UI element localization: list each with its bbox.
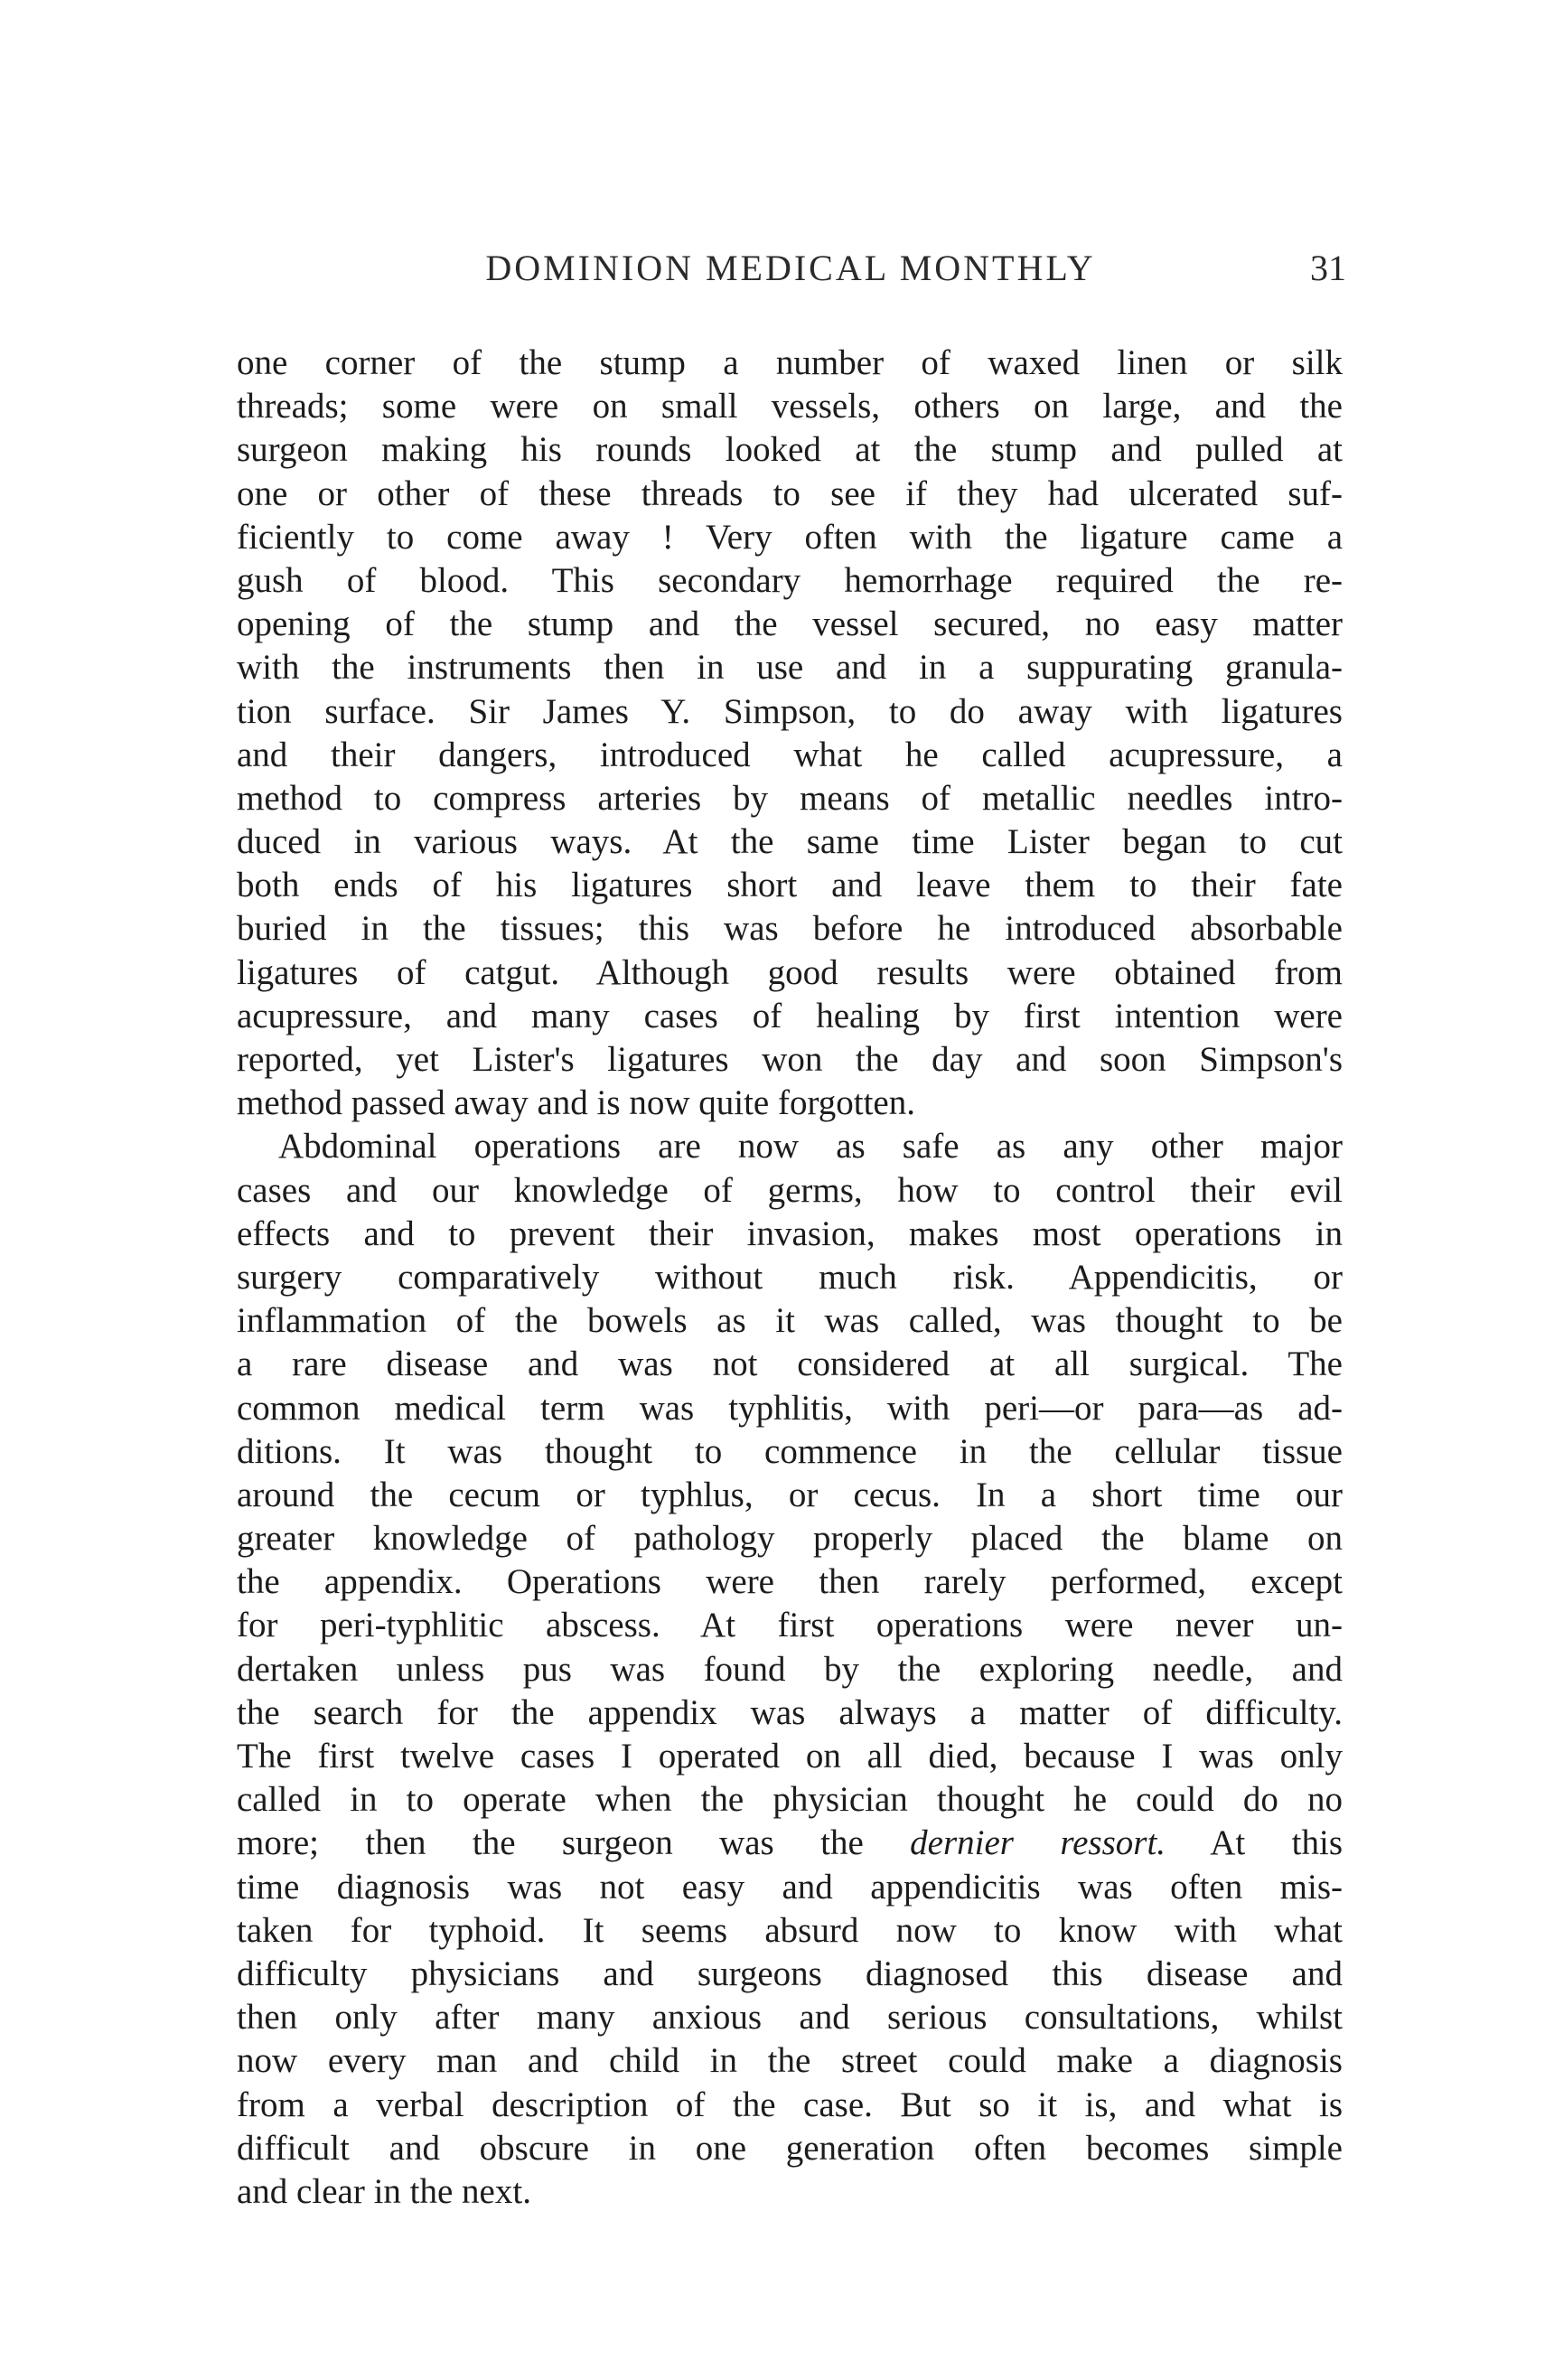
text-line: dertaken unless pus was found by the exploring needle, and — [237, 1649, 1343, 1689]
text-line: from a verbal description of the case. But so it is, and what is — [237, 2085, 1343, 2124]
text-line: the search for the appendix was always a matter of difficulty. — [237, 1692, 1343, 1732]
text-line: duced in various ways. At the same time Lister began to cut — [237, 822, 1343, 862]
text-line: for peri-typhlitic abscess. At first operations were never un- — [237, 1606, 1343, 1645]
running-head — [235, 246, 1346, 291]
text-line: one or other of these threads to see if they had ulcerated suf- — [237, 473, 1343, 513]
text-line-mixed — [237, 1822, 1343, 1865]
text-line: taken for typhoid. It seems absurd now to know with what — [237, 1910, 1343, 1950]
text-line: with the instruments then in use and in a suppurating granula- — [237, 648, 1343, 688]
text-line: cases and our knowledge of germs, how to control their evil — [237, 1170, 1343, 1210]
text-line: common medical term was typhlitis, with peri—or para—as ad- — [237, 1388, 1343, 1428]
text-line: both ends of his ligatures short and leave them to their fate — [237, 866, 1343, 905]
text-line: now every man and child in the street could make a diagnosis — [237, 2041, 1343, 2081]
text-line: difficulty physicians and surgeons diagnosed this disease and — [237, 1954, 1343, 1993]
body-text — [237, 342, 1343, 2214]
text-line: gush of blood. This secondary hemorrhage required the re- — [237, 560, 1343, 600]
text-line: called in to operate when the physician thought he could do no — [237, 1780, 1343, 1820]
text-line: The first twelve cases I operated on all died, because I was only — [237, 1737, 1343, 1776]
text-line: threads; some were on small vessels, others on large, and the — [237, 387, 1343, 426]
text-line: ligatures of catgut. Although good results were obtained from — [237, 952, 1343, 992]
text-line: buried in the tissues; this was before he introduced absorbable — [237, 909, 1343, 949]
text-line: tion surface. Sir James Y. Simpson, to do away with ligatures — [237, 691, 1343, 731]
text-line: surgery comparatively without much risk. Appendicitis, or — [237, 1257, 1343, 1297]
text-line: and their dangers, introduced what he called acupressure, a — [237, 735, 1343, 774]
text-line: time diagnosis was not easy and appendicitis was often mis- — [237, 1867, 1343, 1907]
text-line: a rare disease and was not considered at all surgical. The — [237, 1345, 1343, 1384]
text-line: ditions. It was thought to commence in the cellular tissue — [237, 1431, 1343, 1471]
text-line: Abdominal operations are now as safe as any other major — [278, 1127, 1343, 1167]
text-line: opening of the stump and the vessel secured, no easy matter — [237, 604, 1343, 644]
text-line: difficult and obscure in one generation often becomes simple — [237, 2128, 1343, 2168]
text-segment: At this — [1166, 1823, 1344, 1863]
text-line: acupressure, and many cases of healing by first intention were — [237, 996, 1343, 1035]
text-line: method to compress arteries by means of metallic needles intro- — [237, 778, 1343, 818]
journal-title: DOMINION MEDICAL MONTHLY — [485, 248, 1096, 288]
text-line: one corner of the stump a number of waxed linen or silk — [237, 343, 1343, 382]
text-line: surgeon making his rounds looked at the stump and pulled at — [237, 430, 1343, 470]
paragraph-appendicitis — [237, 1125, 1343, 2214]
paragraph-ligatures — [237, 342, 1343, 1125]
text-line: and clear in the next. — [237, 2171, 531, 2211]
text-line: reported, yet Lister's ligatures won the day and soon Simpson's — [237, 1040, 1343, 1079]
italic-phrase: dernier ressort. — [910, 1823, 1166, 1863]
text-line: the appendix. Operations were then rarely performed, except — [237, 1562, 1343, 1602]
text-line: effects and to prevent their invasion, makes most operations in — [237, 1213, 1343, 1253]
text-line: method passed away and is now quite forgotten. — [237, 1083, 915, 1123]
text-line: greater knowledge of pathology properly placed the blame on — [237, 1519, 1343, 1559]
text-line: around the cecum or typhlus, or cecus. In a short time our — [237, 1475, 1343, 1514]
text-line: inflammation of the bowels as it was called, was thought to be — [237, 1301, 1343, 1341]
page-number: 31 — [1310, 248, 1346, 288]
text-line: then only after many anxious and serious consultations, whilst — [237, 1998, 1343, 2038]
text-segment: more; then the surgeon was the — [237, 1823, 911, 1863]
text-line: ficiently to come away ! Very often with the ligature came a — [237, 517, 1343, 557]
